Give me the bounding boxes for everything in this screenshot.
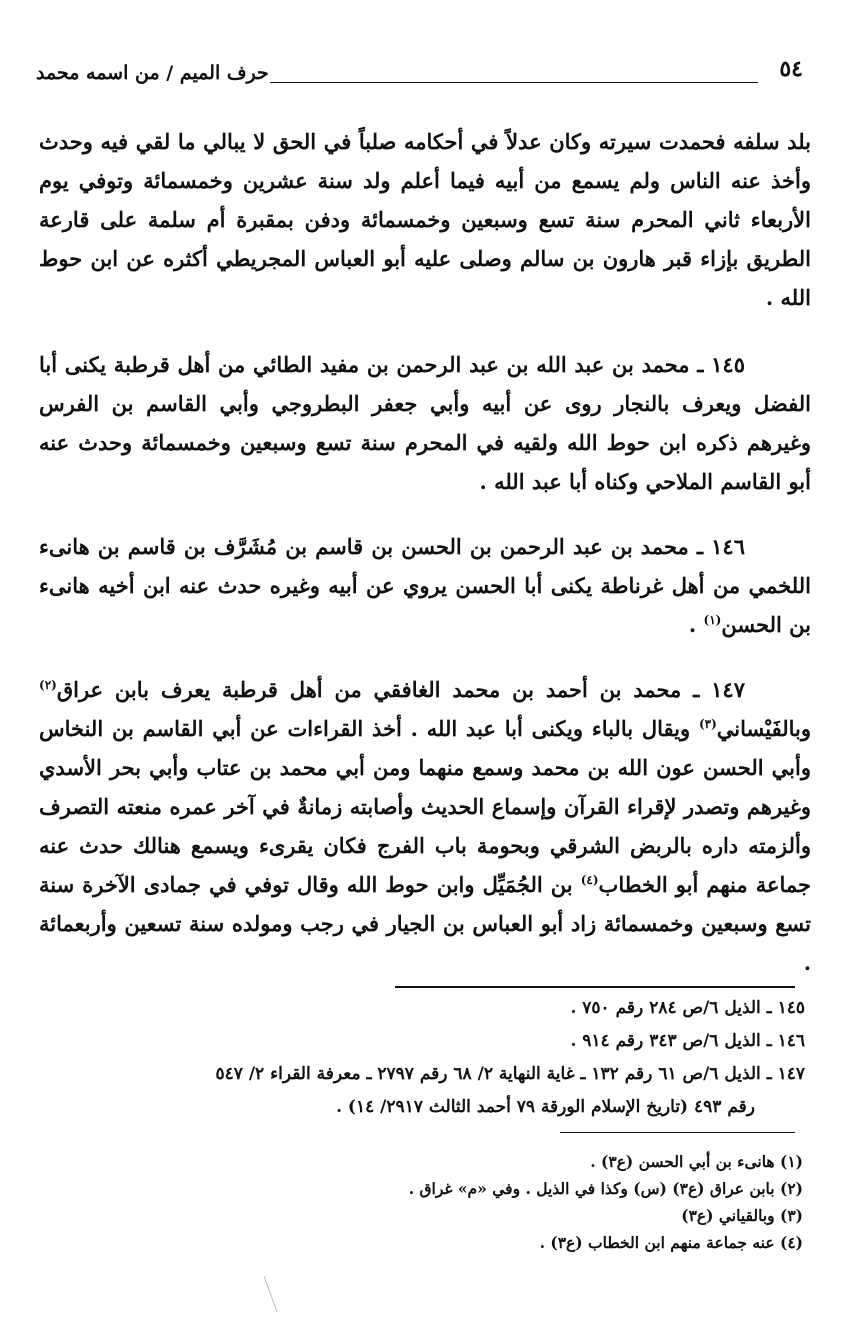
entry-147-part1: ١٤٧ ـ محمد بن أحمد بن محمد الغافقي من أهل قرطبة يعرف بابن عراق [56, 677, 745, 702]
footnote-1: (١) هانىء بن أبي الحسن (ع٣) . [590, 1152, 803, 1171]
entry-147-part2: وبالفَيْساني [716, 716, 811, 741]
footnote-ref-1[interactable]: (١) [703, 613, 722, 627]
footnote-4: (٤) عنه جماعة منهم ابن الخطاب (ع٣) . [539, 1233, 803, 1252]
page-number: ٥٤ [779, 56, 803, 82]
footnotes [43, 1148, 803, 1256]
footnote-2: (٢) بابن عراق (ع٣) (س) وكذا في الذيل . وفي «م» غراق . [408, 1179, 803, 1198]
footnote-ref-2[interactable]: (٢) [39, 678, 57, 692]
sources-rule [395, 986, 795, 988]
entry-147-part3: ويقال بالباء ويكنى أبا عبد الله . أخذ القراءات عن أبي القاسم بن النخاس وأبي الحسن عون الله بن محمد وسمع منهما ومن أبي محمد بن عتاب وأبي بحر الأسدي وغيرهم وتصدر لإقراء القرآن وإسماع الحديث وأصابته زمانةٌ في آخر عمره منعته التصرف وألزمته داره بالربض الشرقي وبحومة باب الفرج فكان يقرىء ويسمع هنالك حدث عنه جماعة منهم أبو الخطاب [39, 716, 812, 897]
footnote-3: (٣) وبالقياني (ع٣) [681, 1206, 803, 1225]
entry-146 [39, 527, 811, 644]
entry-147 [39, 670, 811, 982]
entry-146-end: . [688, 612, 704, 637]
source-references [45, 992, 805, 1124]
footnotes-rule [560, 1132, 795, 1133]
main-text [39, 122, 811, 1008]
running-title: حرف الميم / من اسمه محمد [36, 62, 269, 84]
paragraph-continuation: بلد سلفه فحمدت سيرته وكان عدلاً في أحكامه صلباً في الحق لا يبالي ما لقي فيه وحدث وأخذ عنه الناس ولم يسمع من أبيه فيما أعلم ولد سنة عشرين وخمسمائة وتوفي يوم الأربعاء ثاني المحرم سنة تسع وسبعين وخمسمائة ودفن بمقبرة أم سلمة على قارعة الطريق بإزاء قبر هارون بن سالم وصلى عليه أبو العباس المجريطي أكثره عن ابن حوط الله . [39, 129, 811, 310]
footnote-ref-4[interactable]: (٤) [580, 873, 599, 887]
source-line: ١٤٦ ـ الذيل ٦/ص ٣٤٣ رقم ٩١٤ . [570, 1031, 805, 1051]
entry-146-text: ١٤٦ ـ محمد بن عبد الرحمن بن الحسن بن قاسم بن مُشَرَّف بن قاسم بن هانىء اللخمي من أهل غرناطة يكنى أبا الحسن يروي عن أبيه وغيره حدث عنه ابن أخيه هانىء بن الحسن [39, 534, 811, 637]
scan-mark [264, 1276, 278, 1312]
header-rule [270, 82, 758, 83]
source-line: رقم ٤٩٣ (تاريخ الإسلام الورقة ٧٩ أحمد الثالث ٢٩١٧/ ١٤) . [336, 1097, 755, 1117]
source-line: ١٤٧ ـ الذيل ٦/ص ٦١ رقم ١٣٢ ـ غاية النهاية ٢/ ٦٨ رقم ٢٧٩٧ ـ معرفة القراء ٢/ ٥٤٧ [215, 1064, 805, 1084]
footnote-ref-3[interactable]: (٣) [698, 717, 717, 731]
entry-145: ١٤٥ ـ محمد بن عبد الله بن عبد الرحمن بن مفيد الطائي من أهل قرطبة يكنى أبا الفضل ويعرف بالنجار روى عن أبيه وأبي جعفر البطروجي وأبي القاسم بن الفرس وغيرهم ذكره ابن حوط الله ولقيه في المحرم سنة تسع وسبعين وخمسمائة وحدث عنه أبو القاسم الملاحي وكناه أبا عبد الله . [39, 352, 811, 494]
entry-147-part4: بن الجُمَيِّل وابن حوط الله وقال توفي في جمادى الآخرة سنة تسع وسبعين وخمسمائة زاد أبو العباس بن الجيار في رجب ومولده سنة تسعين وأربعمائة . [39, 872, 811, 975]
source-line: ١٤٥ ـ الذيل ٦/ص ٢٨٤ رقم ٧٥٠ . [570, 998, 805, 1018]
